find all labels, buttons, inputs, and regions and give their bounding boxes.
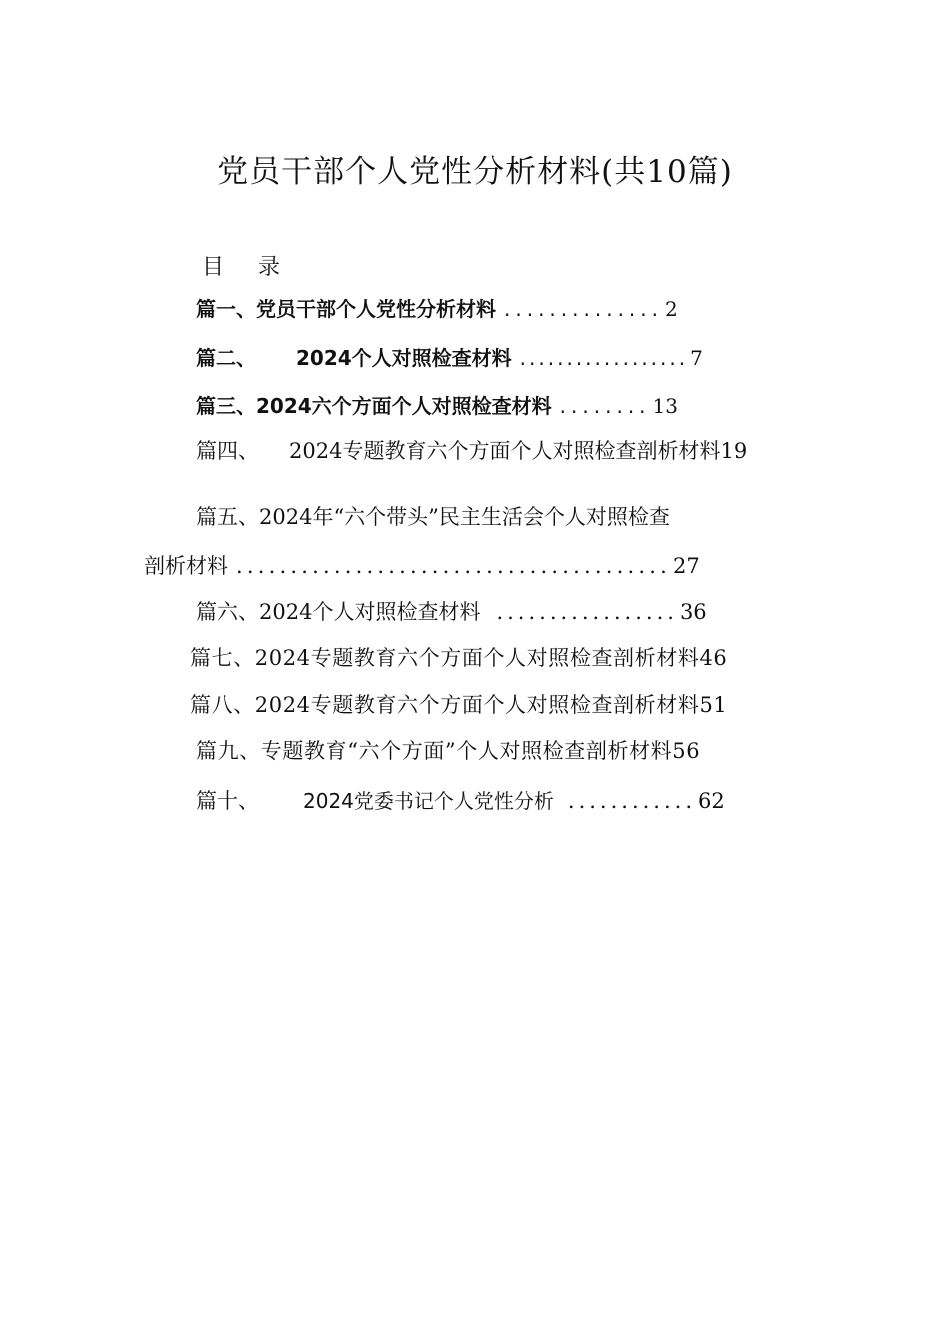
toc-page-number: 19 xyxy=(720,439,748,463)
toc-entry-label: 篇九、专题教育“六个方面”个人对照检查剖析材料 xyxy=(196,739,673,763)
toc-page-number: 46 xyxy=(699,646,728,670)
toc-page-number: 13 xyxy=(652,394,678,418)
toc-leader-dots: ........ xyxy=(559,394,651,418)
toc-entry-label-continued: 剖析材料 xyxy=(144,554,228,578)
toc-entry-8[interactable] xyxy=(190,690,727,720)
toc-entry-label: 2024党委书记个人党性分析 xyxy=(303,789,554,813)
toc-page-number: 62 xyxy=(698,789,725,813)
toc-page-number: 27 xyxy=(673,554,700,578)
toc-page-number: 51 xyxy=(699,693,728,717)
toc-entry-label: 篇六、2024个人对照检查材料 xyxy=(196,600,481,624)
toc-entry-7[interactable] xyxy=(190,643,727,673)
toc-entry-label: 篇八、2024专题教育六个方面个人对照检查剖析材料 xyxy=(190,693,700,717)
toc-page-number: 36 xyxy=(679,600,707,624)
toc-leader-dots: .............. xyxy=(504,297,664,321)
toc-heading-char-1: 目 xyxy=(202,255,225,280)
toc-entry-label: 2024专题教育六个方面个人对照检查剖析材料 xyxy=(289,439,721,463)
toc-entry-6[interactable] xyxy=(196,597,707,627)
toc-page-number: 2 xyxy=(665,297,678,321)
toc-leader-dots: ................. xyxy=(496,600,678,624)
toc-entry-label: 2024个人对照检查材料 xyxy=(296,346,512,370)
toc-entry-9[interactable] xyxy=(196,736,700,766)
toc-heading-char-2: 录 xyxy=(258,255,281,280)
toc-leader-dots: ........................................ xyxy=(236,554,672,578)
toc-entry-3[interactable] xyxy=(196,391,678,421)
toc-entry-10[interactable] xyxy=(196,786,725,816)
toc-entry-5-continued[interactable] xyxy=(144,551,700,581)
toc-entry-label: 篇三、2024六个方面个人对照检查材料 xyxy=(196,394,552,418)
toc-entry-1[interactable] xyxy=(196,294,678,324)
toc-entry-5[interactable] xyxy=(196,502,670,532)
toc-leader-dots: .................. xyxy=(519,346,689,370)
toc-entry-label-prefix: 篇十、 xyxy=(196,789,259,813)
toc-entry-label: 篇一、党员干部个人党性分析材料 xyxy=(196,297,496,321)
toc-entry-label: 篇七、2024专题教育六个方面个人对照检查剖析材料 xyxy=(190,646,700,670)
toc-entry-label-prefix: 篇二、 xyxy=(196,346,256,370)
toc-page-number: 56 xyxy=(672,739,701,763)
toc-entry-label-prefix: 篇四、 xyxy=(196,439,259,463)
toc-entry-4[interactable] xyxy=(196,436,747,466)
toc-page-number: 7 xyxy=(690,346,703,370)
toc-heading xyxy=(202,250,280,281)
document-title: 党员干部个人党性分析材料(共10篇) xyxy=(217,154,733,190)
toc-entry-2[interactable] xyxy=(196,343,703,373)
toc-entry-label: 篇五、2024年“六个带头”民主生活会个人对照检查 xyxy=(196,505,670,529)
toc-leader-dots: ............ xyxy=(567,789,697,813)
